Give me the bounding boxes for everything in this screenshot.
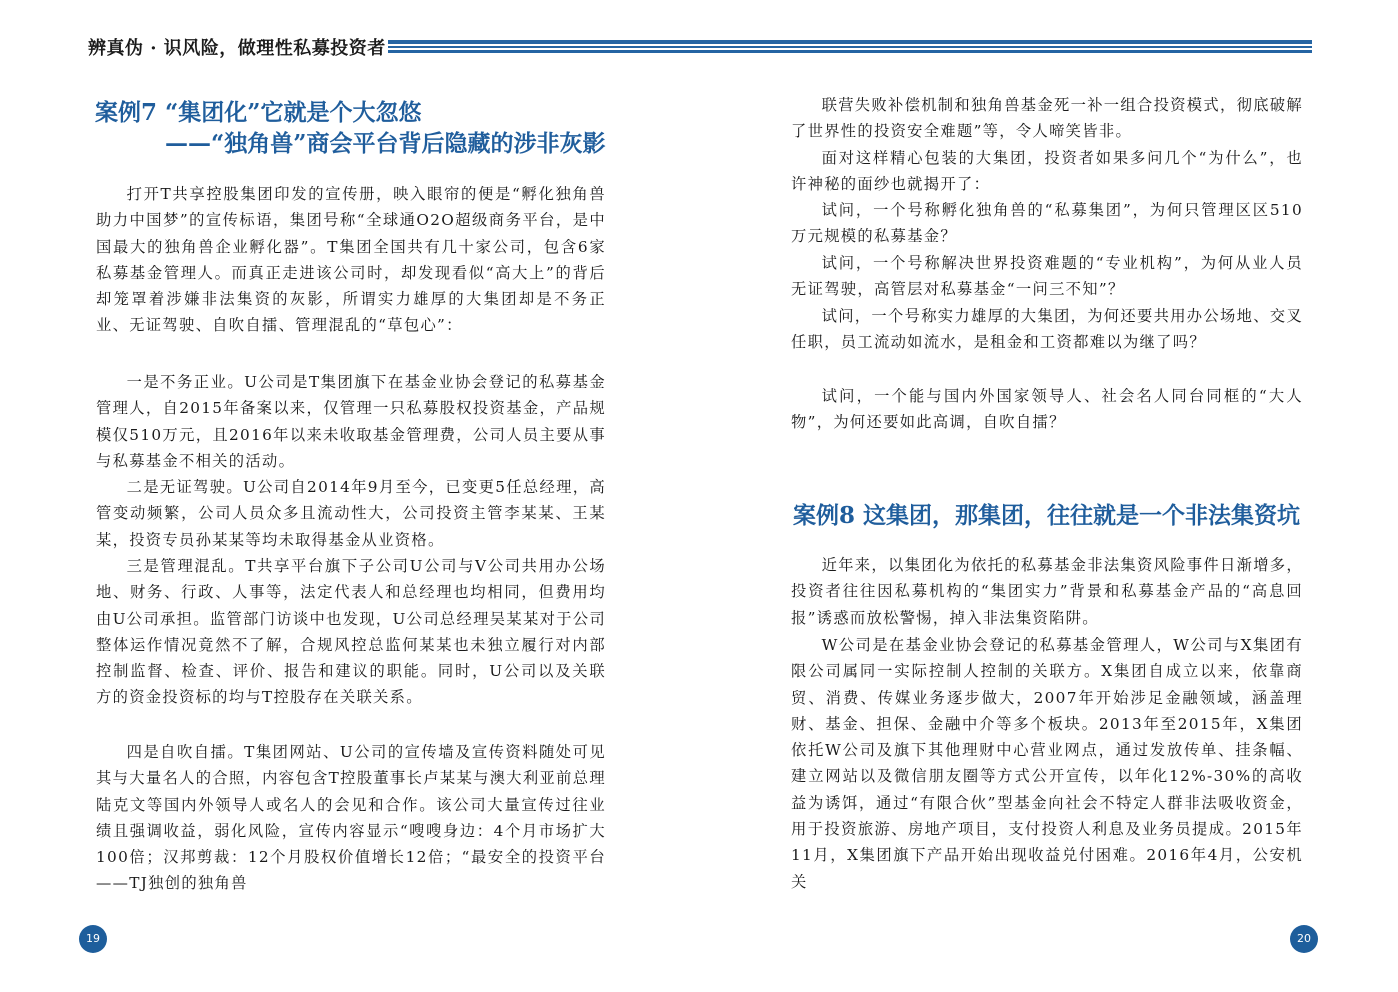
- case7-subtitle: ——“独角兽”商会平台背后隐藏的涉非灰影: [165, 130, 606, 157]
- left-paragraph-5: 四是自吹自擂。T集团网站、U公司的宣传墙及宣传资料随处可见其与大量名人的合照，内容包含T控股董事长卢某某与澳大利亚前总理陆克文等国内外领导人或名人的会见和合作。该公司大量宣传过往业绩且强调收益，弱化风险，宣传内容显示“嗖嗖身边：4个月市场扩大100倍；汉邦剪裁：12个月股权价值增长12倍；“最安全的投资平台——TJ独创的独角兽: [96, 743, 606, 893]
- right-paragraph-6: 试问，一个能与国内外国家领导人、社会名人同台同框的“大人物”，为何还要如此高调，自吹自擂？: [791, 387, 1303, 432]
- left-paragraph-2: 一是不务正业。U公司是T集团旗下在基金业协会登记的私募基金管理人，自2015年备案以来，仅管理一只私募股权投资基金，产品规模仅510万元，且2016年以来未收取基金管理费，公司人员主要从事与私募基金不相关的活动。: [96, 373, 606, 470]
- left-paragraph-4: 三是管理混乱。T共享平台旗下子公司U公司与V公司共用办公场地、财务、行政、人事等，法定代表人和总经理也均相同，但费用均由U公司承担。监管部门访谈中也发现，U公司总经理吴某某对于公司整体运作情况竟然不了解，合规风控总监何某某也未独立履行对内部控制监督、检查、评价、报告和建议的职能。同时，U公司以及关联方的资金投资标的均与T控股存在关联关系。: [96, 557, 606, 707]
- case8-title: 案例8 这集团，那集团，往往就是一个非法集资坑: [793, 502, 1301, 529]
- left-paragraph-3: 二是无证驾驶。U公司自2014年9月至今，已变更5任总经理，高管变动频繁，公司人员众多且流动性大，公司投资主管李某某、王某某，投资专员孙某某等均未取得基金从业资格。: [96, 478, 606, 549]
- left-paragraph-1: 打开T共享控股集团印发的宣传册，映入眼帘的便是“孵化独角兽 助力中国梦”的宣传标语，集团号称“全球通O2O超级商务平台，是中国最大的独角兽企业孵化器”。T集团全国共有几十家公司，包含6家私募基金管理人。而真正走进该公司时，却发现看似“高大上”的背后却笼罩着涉嫌非法集资的灰影，所谓实力雄厚的大集团却是不务正业、无证驾驶、自吹自擂、管理混乱的“草包心”：: [96, 185, 623, 335]
- right-paragraph-1: 联营失败补偿机制和独角兽基金死一补一组合投资模式，彻底破解了世界性的投资安全难题”等，令人啼笑皆非。: [791, 96, 1303, 141]
- page-number-right: 20: [1290, 925, 1318, 953]
- right-paragraph-8: W公司是在基金业协会登记的私募基金管理人，W公司与X集团有限公司属同一实际控制人控制的关联方。X集团自成立以来，依靠商贸、消费、传媒业务逐步做大，2007年开始涉足金融领域，涵盖理财、基金、担保、金融中介等多个板块。2013年至2015年，X集团依托W公司及旗下其他理财中心营业网点，通过发放传单、挂条幅、建立网站以及微信朋友圈等方式公开宣传，以年化12%-30%的高收益为诱饵，通过“有限合伙”型基金向社会不特定人群非法吸收资金，用于投资旅游、房地产项目，支付投资人利息及业务员提成。2015年11月，X集团旗下产品开始出现收益兑付困难。2016年4月，公安机关: [791, 636, 1303, 891]
- case7-title: 案例7 “集团化”它就是个大忽悠: [95, 99, 422, 126]
- right-paragraph-2: 面对这样精心包装的大集团，投资者如果多问几个“为什么”，也许神秘的面纱也就揭开了：: [791, 149, 1303, 194]
- right-paragraph-7: 近年来，以集团化为依托的私募基金非法集资风险事件日渐增多，投资者往往因私募机构的“集团实力”背景和私募基金产品的“高息回报”诱惑而放松警惕，掉入非法集资陷阱。: [791, 556, 1303, 627]
- right-paragraph-4: 试问，一个号称解决世界投资难题的“专业机构”，为何从业人员无证驾驶，高管层对私募基金“一问三不知”？: [791, 254, 1303, 299]
- page-number-left: 19: [79, 925, 107, 953]
- running-header-title: 辨真伪 · 识风险，做理性私募投资者: [88, 38, 386, 59]
- right-paragraph-5: 试问，一个号称实力雄厚的大集团，为何还要共用办公场地、交叉任职，员工流动如流水，是租金和工资都难以为继了吗？: [791, 307, 1303, 352]
- header-rule: [388, 40, 1312, 53]
- right-paragraph-3: 试问，一个号称孵化独角兽的“私募集团”，为何只管理区区510万元规模的私募基金？: [791, 201, 1303, 246]
